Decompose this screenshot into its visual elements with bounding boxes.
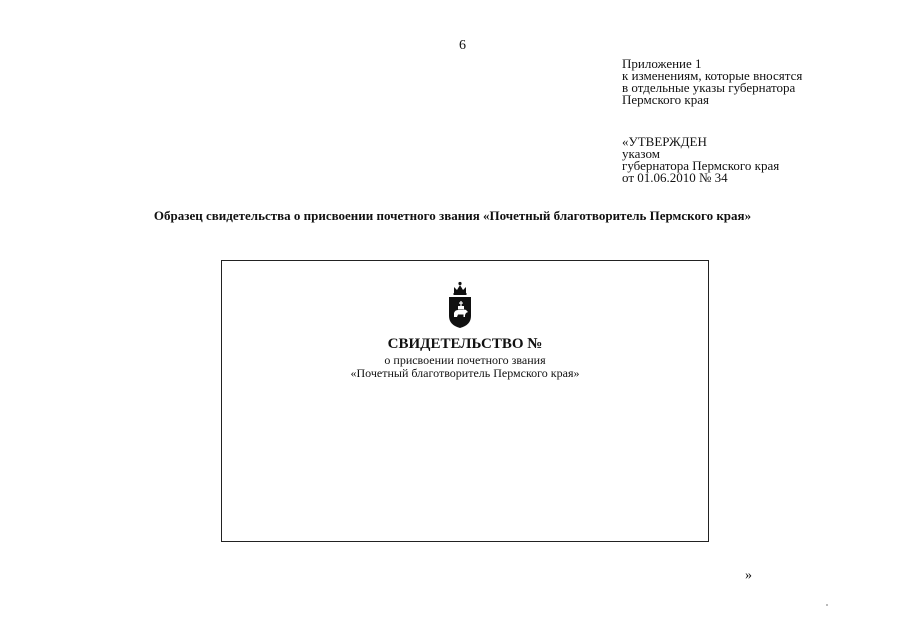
document-title: Образец свидетельства о присвоении почетного звания «Почетный благотворитель Пермского края» xyxy=(153,208,752,223)
appendix-note xyxy=(622,58,802,106)
perm-krai-coat-of-arms-icon xyxy=(445,280,475,330)
scan-artifact xyxy=(826,604,828,606)
appendix-line: к изменениям, которые вносятся xyxy=(622,68,803,83)
certificate-heading: СВИДЕТЕЛЬСТВО № xyxy=(387,336,543,352)
approval-stamp-text xyxy=(622,136,779,184)
approval-line: от 01.06.2010 № 34 xyxy=(622,170,728,185)
appendix-line: в отдельные указы губернатора xyxy=(622,80,796,95)
certificate-subtitle-line: о присвоении почетного звания xyxy=(384,353,546,367)
certificate-title-name: «Почетный благотворитель Пермского края» xyxy=(350,366,580,380)
approval-line: «УТВЕРЖДЕН xyxy=(622,134,707,149)
approval-line: указом xyxy=(622,146,660,161)
appendix-line: Пермского края xyxy=(622,92,709,107)
page-number: 6 xyxy=(459,38,466,53)
approval-line: губернатора Пермского края xyxy=(622,158,780,173)
closing-quote: » xyxy=(745,568,752,583)
appendix-line: Приложение 1 xyxy=(622,56,702,71)
